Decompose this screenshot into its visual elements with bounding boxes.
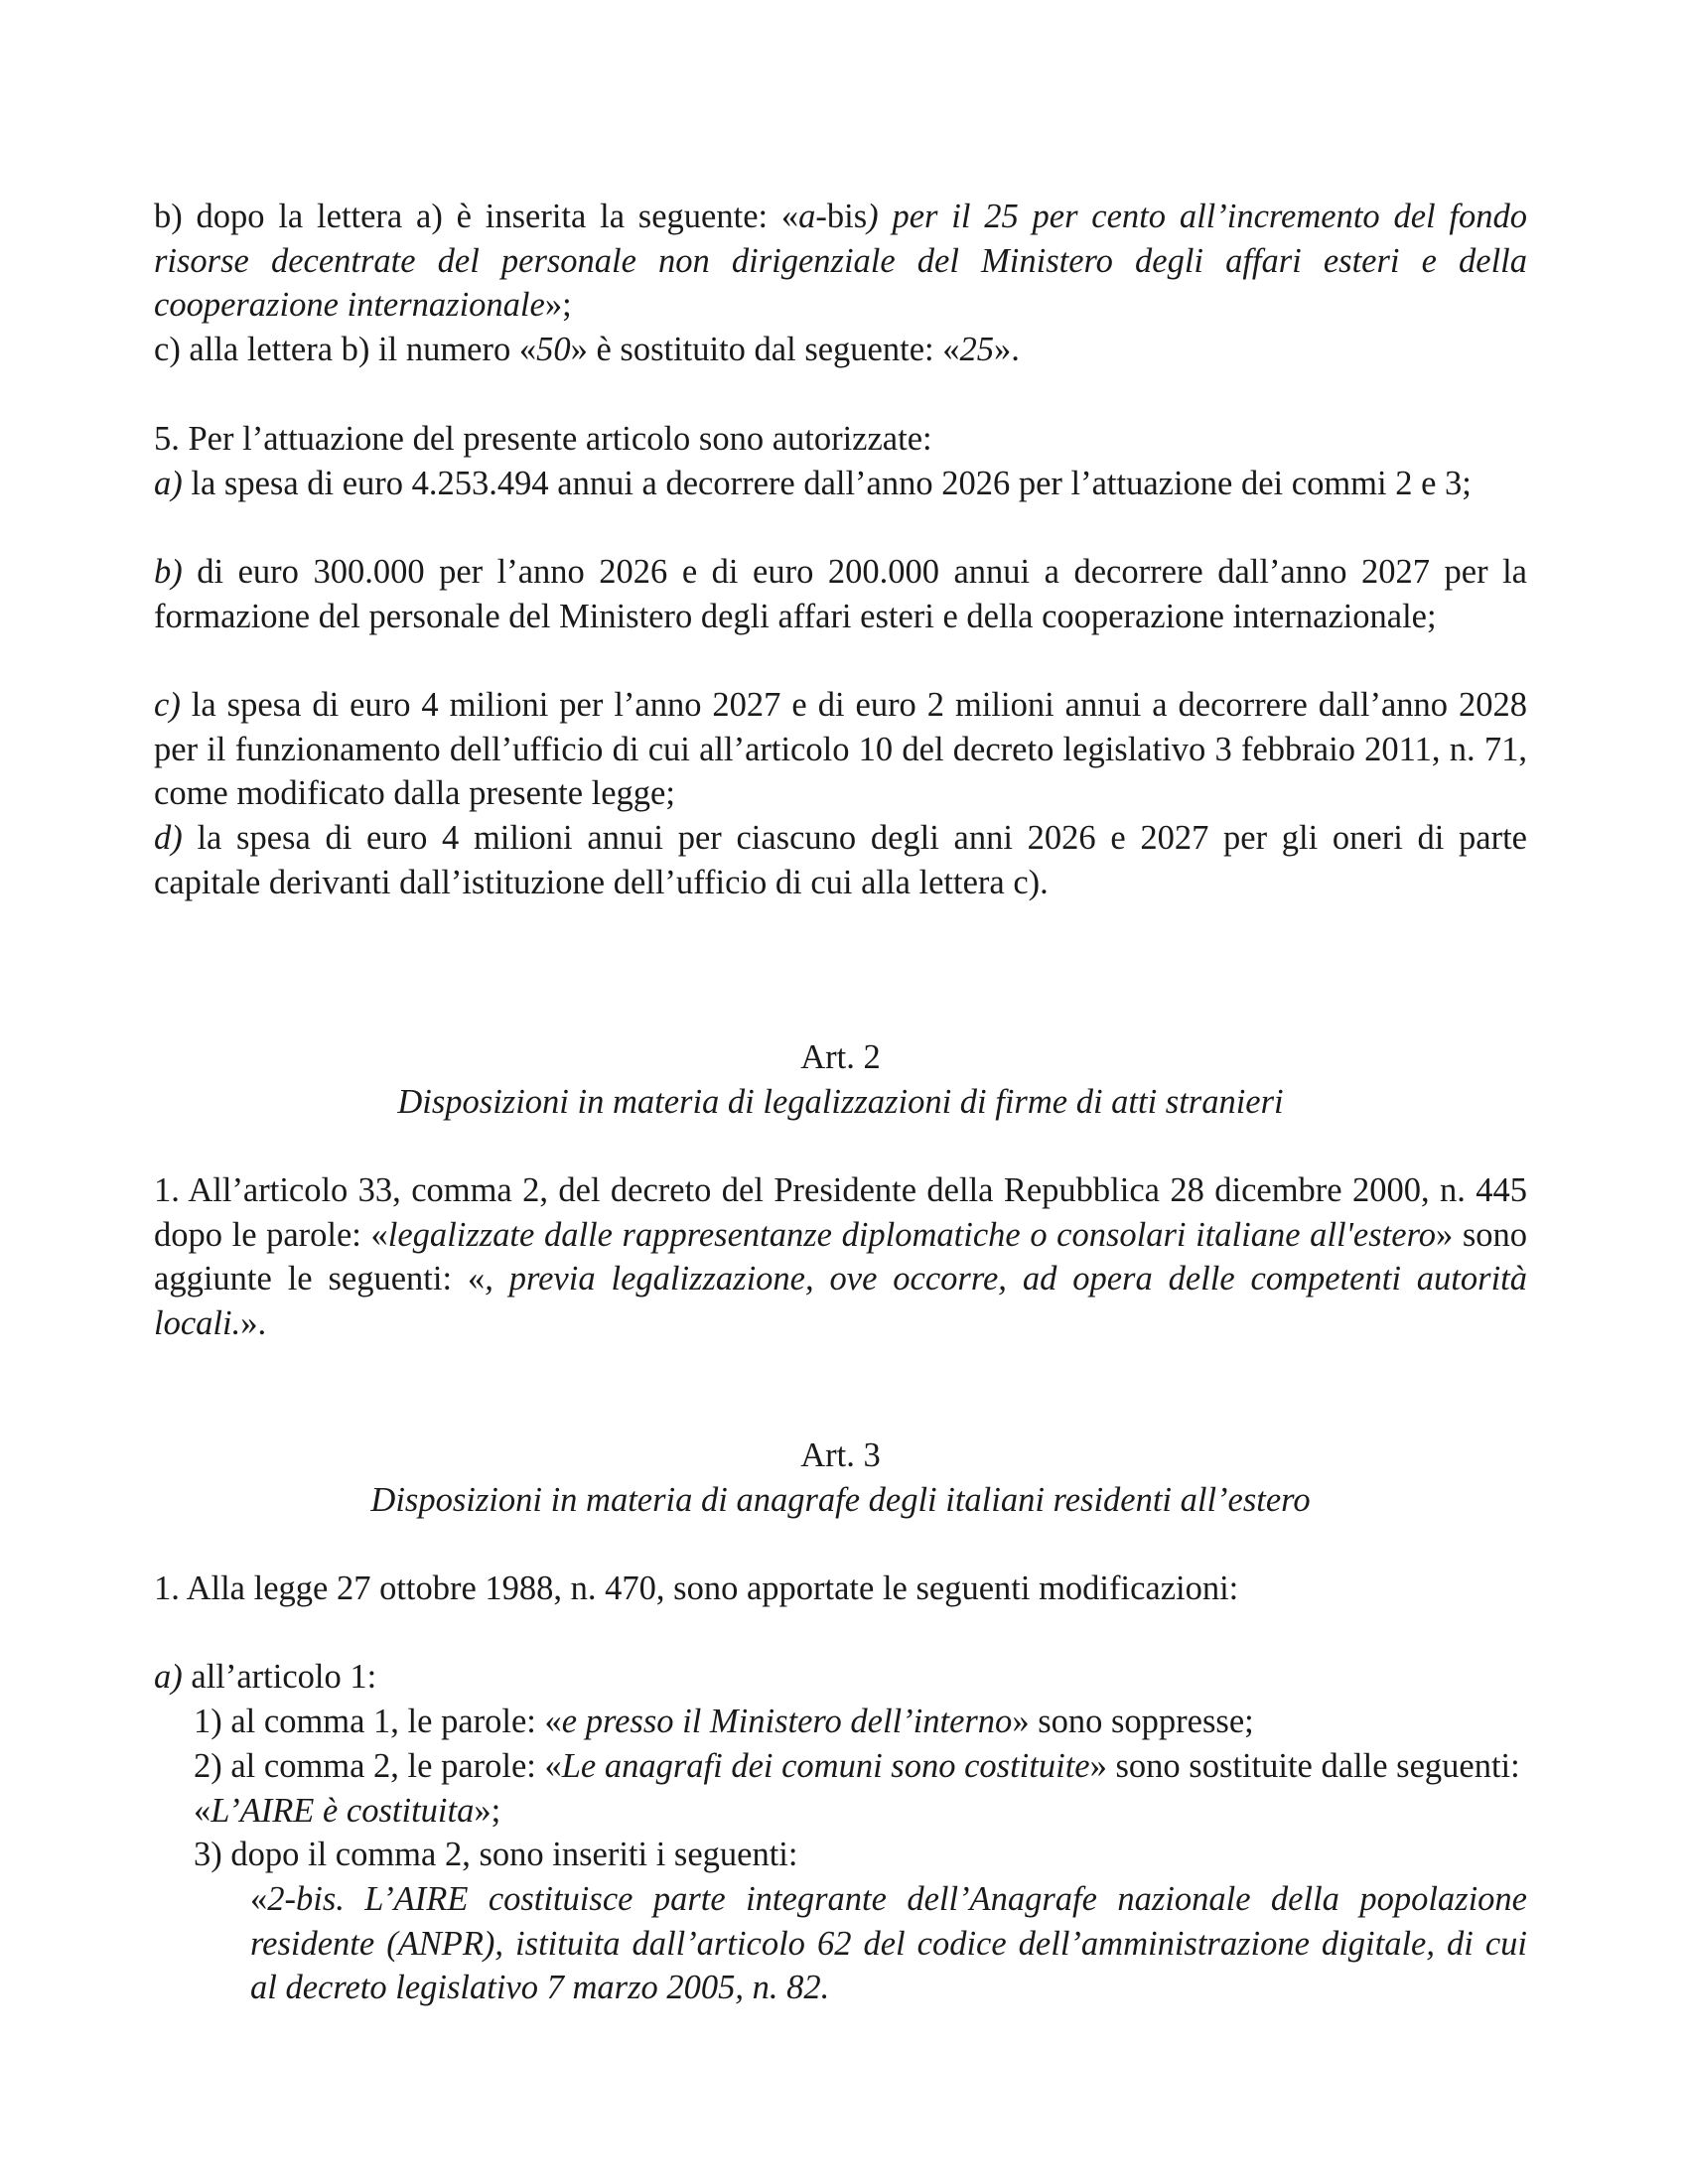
comma5-intro: 5. Per l’attuazione del presente articolo sono autorizzate: <box>154 420 932 458</box>
item-letter: d) <box>154 819 183 857</box>
italic-run: L’AIRE è costituita <box>211 1791 475 1830</box>
item-text: all’articolo 1: <box>182 1658 377 1696</box>
italic-run: , previa legalizzazione, ove occorre, ad opera delle competenti autorità locali. <box>154 1260 1527 1342</box>
text-run: ». <box>240 1303 267 1342</box>
art3-item-a <box>154 1655 1527 1700</box>
item-letter: b) <box>154 553 183 591</box>
text-run: ». <box>993 331 1020 368</box>
text-run: 1. All’articolo 33, comma 2, del decreto del Presidente della Repubblica 28 dicembre 2000, n. 445 dopo le parole: « <box>154 1171 1527 1254</box>
item-text: la spesa di euro 4 milioni per l’anno 2027 e di euro 2 milioni annui a decorrere dall’anno 2028 per il funzionamento dell’ufficio di cui all’articolo 10 del decreto legislativo 3 febbraio 2011, n. 71, come modificato dalla presente legge; <box>154 686 1527 812</box>
item-text: di euro 300.000 per l’anno 2026 e di euro 200.000 annui a decorrere dall’anno 2027 per la formazione del personale del Ministero degli affari esteri e della cooperazione internazionale; <box>154 553 1527 635</box>
item-c-paragraph <box>154 328 1527 372</box>
item-text: la spesa di euro 4 milioni annui per ciascuno degli anni 2026 e 2027 per gli oneri di parte capitale derivanti dall’istituzione dell’ufficio di cui alla lettera c). <box>154 819 1527 901</box>
item-letter: c) <box>154 686 181 724</box>
italic-run: 25 <box>959 331 994 368</box>
item-letter: a) <box>154 465 183 502</box>
text-run: »; <box>544 286 572 324</box>
art2-subtitle <box>154 1080 1527 1125</box>
item-b-paragraph <box>154 195 1527 328</box>
item-text: la spesa di euro 4.253.494 annui a decorrere dall’anno 2026 per l’attuazione dei commi 2 e 3; <box>182 465 1472 502</box>
comma5-item-c <box>154 683 1527 816</box>
text-run: » è sostituito dal seguente: « <box>570 331 960 368</box>
text-run: c) alla lettera b) il numero « <box>154 331 537 368</box>
art3-heading: Art. 3 <box>800 1436 881 1474</box>
text-run: 1) al comma 1, le parole: « <box>194 1703 562 1740</box>
italic-run: a <box>798 198 816 235</box>
art3-subtitle-text: Disposizioni in materia di anagrafe degli italiani residenti all’estero <box>370 1481 1311 1519</box>
comma5-item-a <box>154 462 1527 506</box>
italic-run: e presso il Ministero dell’interno <box>561 1703 1013 1740</box>
text-run: » sono aggiunte le seguenti: « <box>154 1215 1528 1297</box>
art2-heading: Art. 2 <box>800 1038 881 1076</box>
text-run: 2) al comma 2, le parole: « <box>194 1747 562 1785</box>
italic-run: legalizzate dalle rappresentanze diplomatiche o consolari italiane all'estero <box>387 1215 1436 1254</box>
italic-run: ) per il 25 per cento all’incremento del fondo risorse decentrate del personale non dirigenziale del Ministero degli affari esteri e della cooperazione internazionale <box>154 198 1527 324</box>
art3-quote-2bis <box>250 1877 1527 2010</box>
art3-subtitle <box>154 1478 1527 1523</box>
text-run: « <box>250 1880 268 1918</box>
italic-run: 50 <box>536 331 571 368</box>
art2-paragraph-1 <box>154 1168 1527 1345</box>
text-run: » sono soppresse; <box>1012 1703 1254 1740</box>
comma5-item-b <box>154 550 1527 638</box>
art3-paragraph-1: 1. Alla legge 27 ottobre 1988, n. 470, sono apportate le seguenti modificazioni: <box>154 1570 1239 1607</box>
text-run: »; <box>474 1791 501 1830</box>
art2-subtitle-text: Disposizioni in materia di legalizzazioni di firme di atti stranieri <box>397 1083 1284 1121</box>
art3-sub-item-2 <box>194 1744 1527 1833</box>
text-run: » sono sostituite dalle seguenti: « <box>194 1747 1520 1830</box>
item-letter: a) <box>154 1658 183 1696</box>
italic-run: Le anagrafi dei comuni sono costituite <box>561 1747 1090 1785</box>
comma5-item-d <box>154 816 1527 904</box>
text-run: b) dopo la lettera a) è inserita la seguente: « <box>154 198 799 235</box>
text-run: -bis <box>815 198 868 235</box>
art3-sub-item-1 <box>194 1700 1527 1744</box>
italic-run: 2-bis. L’AIRE costituisce parte integrante dell’Anagrafe nazionale della popolazione residente (ANPR), istituita dall’articolo 62 del codice dell’amministrazione digitale, di cui al decreto legislativo 7 marzo 2005, n. 82. <box>250 1880 1527 2006</box>
art3-sub-item-3: 3) dopo il comma 2, sono inseriti i seguenti: <box>194 1836 798 1873</box>
